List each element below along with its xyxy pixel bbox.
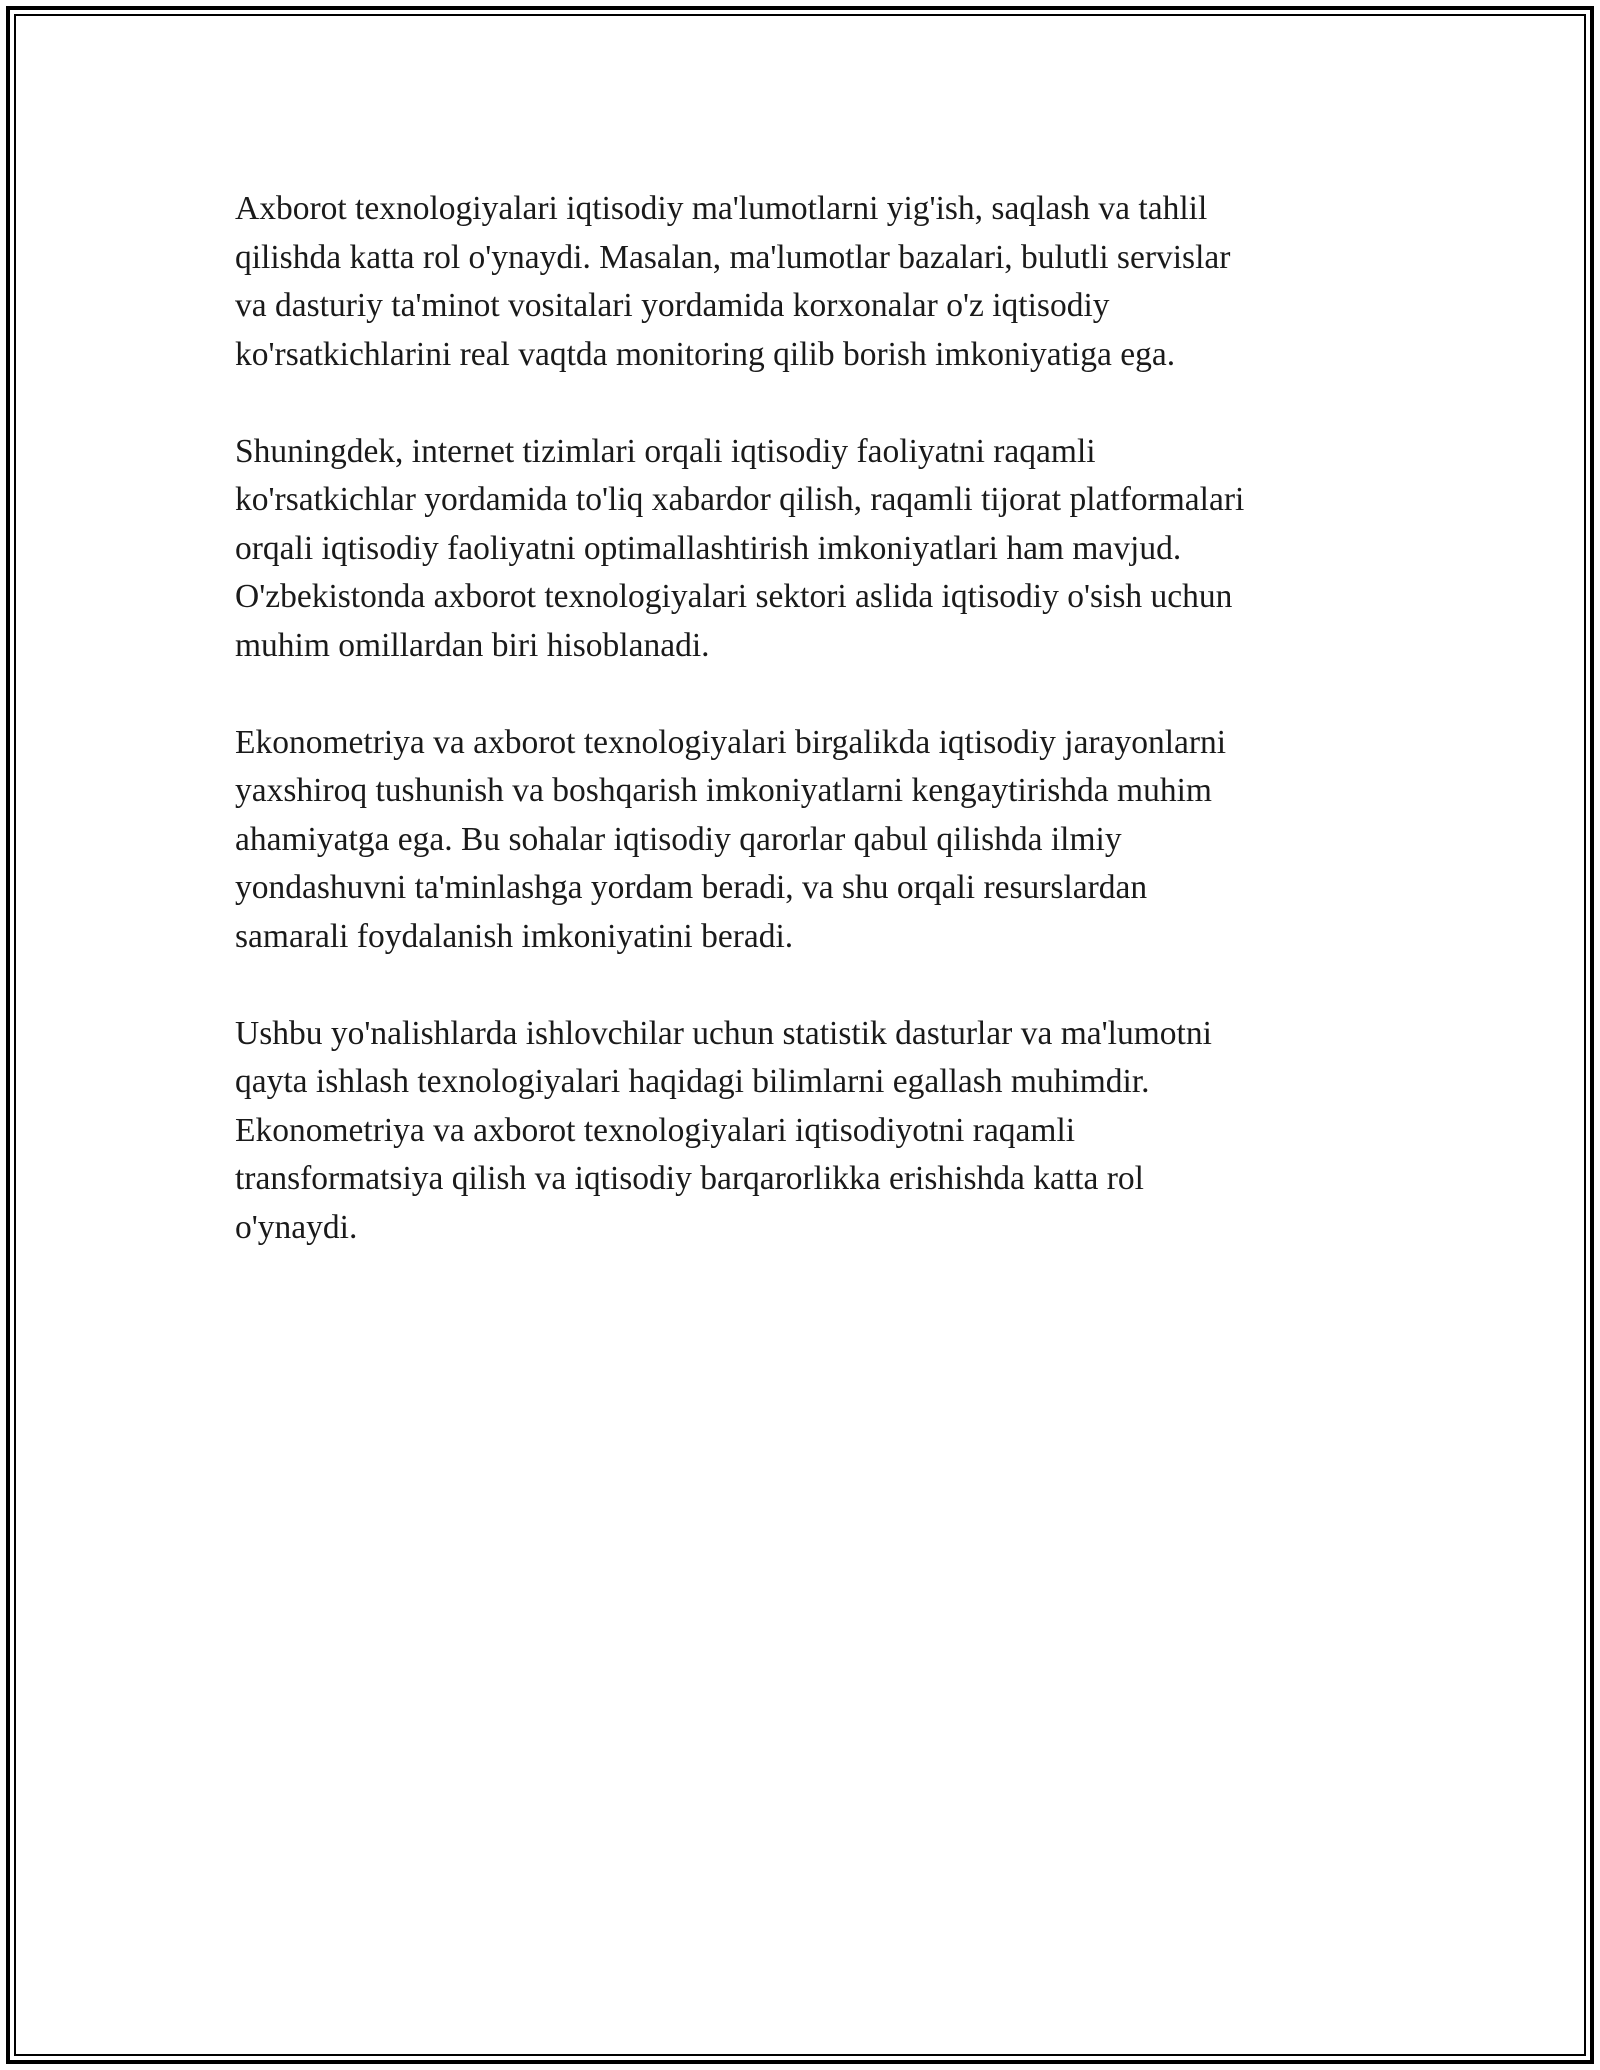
paragraph-1: Axborot texnologiyalari iqtisodiy ma'lumotlarni yig'ish, saqlash va tahlil qilishda katta rol o'ynaydi. Masalan, ma'lumotlar bazalari, bulutli servislar va dasturiy ta'minot vositalari yordamida korxonalar o'z iqtisodiy ko'rsatkichlarini real vaqtda monitoring qilib borish imkoniyatiga ega.: [235, 190, 1231, 373]
document-body: [235, 185, 1375, 1301]
paragraph-2: Shuningdek, internet tizimlari orqali iqtisodiy faoliyatni raqamli ko'rsatkichlar yordamida to'liq xabardor qilish, raqamli tijorat platformalari orqali iqtisodiy faoliyatni optimallashtirish imkoniyatlari ham mavjud. O'zbekistonda axborot texnologiyalari sektori aslida iqtisodiy o'sish uchun muhim omillardan biri hisoblanadi.: [235, 432, 1245, 664]
paragraph-3: Ekonometriya va axborot texnologiyalari birgalikda iqtisodiy jarayonlarni yaxshiroq tushunish va boshqarish imkoniyatlarni kengaytirishda muhim ahamiyatga ega. Bu sohalar iqtisodiy qarorlar qabul qilishda ilmiy yondashuvni ta'minlashga yordam beradi, va shu orqali resurslardan samarali foydalanish imkoniyatini beradi.: [235, 723, 1227, 955]
paragraph-4: Ushbu yo'nalishlarda ishlovchilar uchun statistik dasturlar va ma'lumotni qayta ishlash texnologiyalari haqidagi bilimlarni egallash muhimdir. Ekonometriya va axborot texnologiyalari iqtisodiyotni raqamli transformatsiya qilish va iqtisodiy barqarorlikka erishishda katta rol o'ynaydi.: [235, 1014, 1212, 1246]
